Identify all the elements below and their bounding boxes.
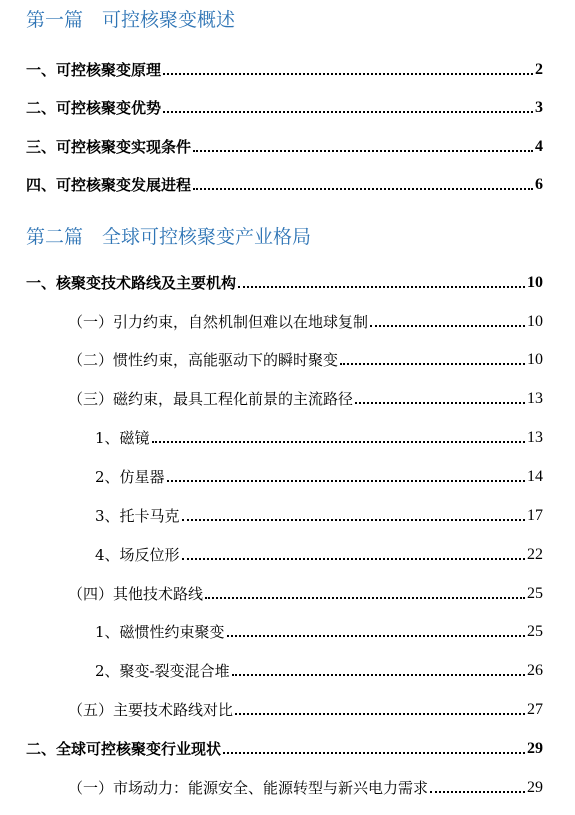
dot-leader bbox=[232, 674, 525, 676]
toc-entry-label: （二）惯性约束，高能驱动下的瞬时聚变 bbox=[68, 351, 339, 369]
toc-entry-page: 6 bbox=[535, 176, 543, 193]
toc-entry[interactable] bbox=[68, 700, 543, 720]
toc-entry[interactable] bbox=[26, 739, 543, 759]
dot-leader bbox=[163, 111, 533, 113]
toc-entry-label: 二、可控核聚变优势 bbox=[26, 99, 162, 117]
dot-leader bbox=[193, 188, 533, 190]
dot-leader bbox=[430, 791, 525, 793]
toc-entry[interactable] bbox=[68, 389, 543, 409]
toc-entry-page: 25 bbox=[527, 623, 543, 640]
toc-entry-page: 17 bbox=[527, 507, 543, 524]
toc-entry-label: 三、可控核聚变实现条件 bbox=[26, 138, 192, 156]
toc-entry-label: （三）磁约束，最具工程化前景的主流路径 bbox=[68, 390, 354, 408]
part-title-2: 第二篇 全球可控核聚变产业格局 bbox=[26, 226, 312, 248]
toc-entry-page: 26 bbox=[527, 662, 543, 679]
toc-entry[interactable] bbox=[68, 312, 543, 332]
dot-leader bbox=[235, 713, 525, 715]
dot-leader bbox=[340, 363, 525, 365]
toc-entry[interactable] bbox=[95, 545, 543, 565]
dot-leader bbox=[182, 519, 525, 521]
toc-entry[interactable] bbox=[95, 467, 543, 487]
toc-entry-page: 10 bbox=[527, 313, 543, 330]
toc-entry-label: 2、聚变-裂变混合堆 bbox=[95, 662, 230, 680]
dot-leader bbox=[182, 558, 525, 560]
toc-entry-page: 27 bbox=[527, 701, 543, 718]
toc-entry[interactable] bbox=[95, 506, 543, 526]
toc-entry-page: 13 bbox=[527, 429, 543, 446]
toc-entry-label: 2、仿星器 bbox=[95, 468, 165, 486]
toc-entry-page: 29 bbox=[527, 740, 543, 757]
part-title-1: 第一篇 可控核聚变概述 bbox=[26, 9, 236, 31]
toc-entry[interactable] bbox=[26, 137, 543, 157]
dot-leader bbox=[193, 150, 533, 152]
toc-entry-page: 13 bbox=[527, 390, 543, 407]
dot-leader bbox=[205, 597, 525, 599]
toc-entry[interactable] bbox=[68, 778, 543, 798]
toc-entry[interactable] bbox=[68, 584, 543, 604]
dot-leader bbox=[370, 325, 525, 327]
toc-entry-label: （一）市场动力：能源安全、能源转型与新兴电力需求 bbox=[68, 779, 429, 797]
toc-entry[interactable] bbox=[95, 661, 543, 681]
toc-entry-label: 3、托卡马克 bbox=[95, 507, 180, 525]
toc-entry-label: 1、磁惯性约束聚变 bbox=[95, 623, 225, 641]
toc-entry-label: 二、全球可控核聚变行业现状 bbox=[26, 740, 222, 758]
toc-entry-label: （一）引力约束，自然机制但难以在地球复制 bbox=[68, 313, 369, 331]
toc-entry[interactable] bbox=[95, 622, 543, 642]
dot-leader bbox=[167, 480, 525, 482]
toc-entry-label: 1、磁镜 bbox=[95, 429, 150, 447]
toc-entry[interactable] bbox=[26, 175, 543, 195]
dot-leader bbox=[163, 73, 533, 75]
toc-entry-label: 一、可控核聚变原理 bbox=[26, 61, 162, 79]
dot-leader bbox=[355, 402, 525, 404]
toc-entry-page: 25 bbox=[527, 585, 543, 602]
toc-entry[interactable] bbox=[95, 428, 543, 448]
toc-entry-page: 10 bbox=[527, 274, 543, 291]
dot-leader bbox=[238, 286, 525, 288]
toc-entry-label: （四）其他技术路线 bbox=[68, 585, 204, 603]
toc-entry[interactable] bbox=[26, 98, 543, 118]
toc-entry-label: 一、核聚变技术路线及主要机构 bbox=[26, 274, 237, 292]
toc-entry-page: 4 bbox=[535, 138, 543, 155]
toc-entry-page: 14 bbox=[527, 468, 543, 485]
toc-entry-label: 4、场反位形 bbox=[95, 546, 180, 564]
toc-entry-page: 22 bbox=[527, 546, 543, 563]
toc-entry-label: 四、可控核聚变发展进程 bbox=[26, 176, 192, 194]
dot-leader bbox=[227, 635, 525, 637]
dot-leader bbox=[223, 752, 525, 754]
toc-entry-label: （五）主要技术路线对比 bbox=[68, 701, 234, 719]
toc-entry-page: 10 bbox=[527, 351, 543, 368]
toc-entry[interactable] bbox=[68, 350, 543, 370]
toc-entry[interactable] bbox=[26, 273, 543, 293]
toc-entry-page: 3 bbox=[535, 99, 543, 116]
toc-entry[interactable] bbox=[26, 60, 543, 80]
toc-entry-page: 2 bbox=[535, 61, 543, 78]
toc-entry-page: 29 bbox=[527, 779, 543, 796]
dot-leader bbox=[152, 441, 525, 443]
